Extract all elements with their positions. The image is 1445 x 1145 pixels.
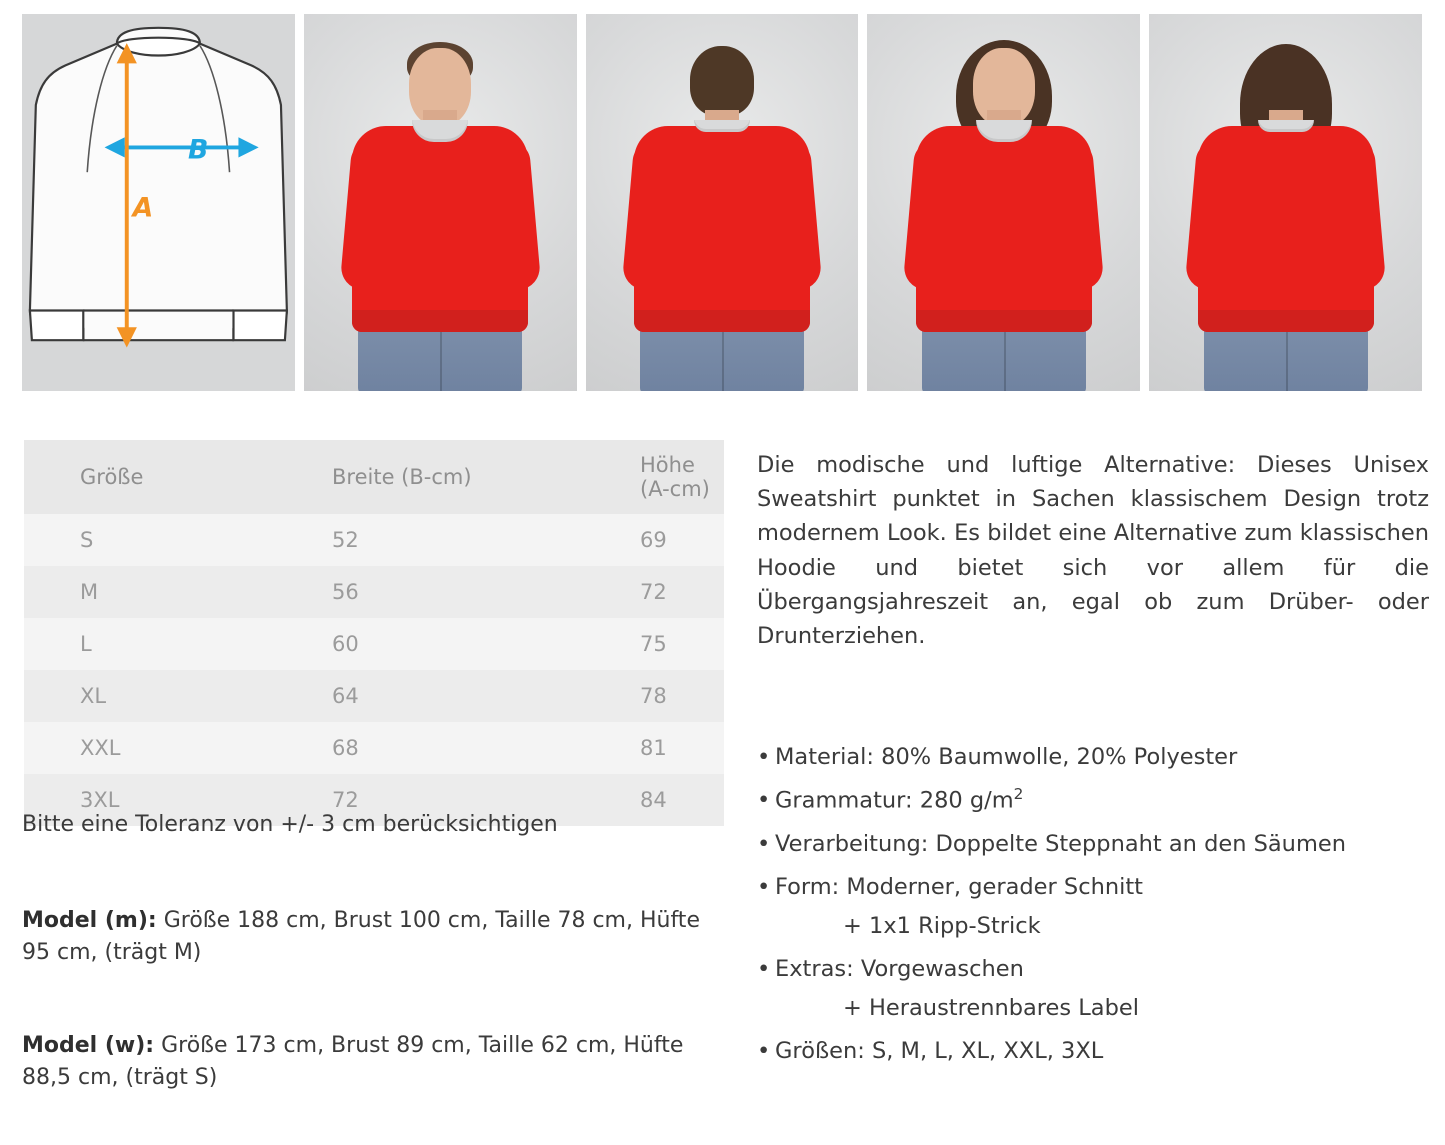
- sweatshirt-red: [916, 126, 1092, 332]
- label-b: B: [188, 134, 209, 166]
- bullet-icon: •: [757, 873, 771, 900]
- cell-size: S: [80, 528, 94, 552]
- tolerance-note: Bitte eine Toleranz von +/- 3 cm berücksichtigen: [22, 812, 558, 837]
- product-features-list: [757, 740, 1437, 1077]
- feature-subtext: + 1x1 Ripp-Strick: [843, 912, 1041, 939]
- cell-height: 84: [640, 788, 667, 812]
- feature-text: Material: 80% Baumwolle, 20% Polyester: [775, 744, 1238, 770]
- product-description: Die modische und luftige Alternative: Dieses Unisex Sweatshirt punktet in Sachen klassischem Design trotz modernem Look. Es bildet eine Alternative zum klassischen Hoodie und bietet sich vor allem für die Übergangsjahreszeit an, egal ob zum Drüber- oder Drunterziehen.: [757, 452, 1429, 649]
- model-female-label: Model (w):: [22, 1033, 155, 1058]
- cell-height: 78: [640, 684, 667, 708]
- feature-subtext: + Heraustrennbares Label: [843, 995, 1139, 1022]
- cell-height: 69: [640, 528, 667, 552]
- cell-height: 81: [640, 736, 667, 760]
- feature-text: [775, 783, 1023, 819]
- cell-size: M: [80, 580, 99, 604]
- list-item: [757, 827, 1437, 862]
- feature-text: Form: Moderner, gerader Schnitt: [775, 873, 1143, 900]
- feature-text: Extras: Vorgewaschen: [775, 955, 1024, 982]
- bullet-icon: •: [757, 830, 771, 857]
- cell-width: 72: [332, 788, 359, 812]
- cell-width: 56: [332, 580, 359, 604]
- model-female-front-photo[interactable]: [867, 14, 1140, 391]
- hair-back: [690, 46, 754, 116]
- sweatshirt-red: [634, 126, 810, 332]
- feature-superscript: 2: [1013, 785, 1024, 804]
- feature-text: Verarbeitung: Doppelte Steppnaht an den Säumen: [775, 830, 1346, 857]
- model-female-text: Größe 173 cm, Brust 89 cm, Taille 62 cm, Hüfte 88,5 cm, (trägt S): [22, 1033, 684, 1090]
- column-header-size: Größe: [80, 465, 144, 489]
- cell-size: L: [80, 632, 92, 656]
- column-header-width: Breite (B-cm): [332, 465, 472, 489]
- table-header-row: [24, 440, 724, 514]
- model-female-back-photo[interactable]: [1149, 14, 1422, 391]
- list-item: [757, 783, 1437, 819]
- table-row: [24, 722, 724, 774]
- cell-height: 75: [640, 632, 667, 656]
- model-female-info: [22, 1030, 722, 1094]
- list-item: [757, 870, 1437, 905]
- feature-text: Größen: S, M, L, XL, XXL, 3XL: [775, 1038, 1104, 1065]
- cell-width: 68: [332, 736, 359, 760]
- cell-width: 52: [332, 528, 359, 552]
- bullet-icon: •: [757, 787, 771, 814]
- column-header-height: Höhe (A-cm): [640, 453, 710, 501]
- table-row: [24, 618, 724, 670]
- size-chart-table: [24, 440, 724, 826]
- list-item: [757, 952, 1437, 987]
- bullet-icon: •: [757, 1038, 771, 1065]
- cell-size: XXL: [80, 736, 121, 760]
- table-row: [24, 514, 724, 566]
- cell-width: 60: [332, 632, 359, 656]
- measurement-diagram[interactable]: [22, 14, 295, 391]
- dimension-labels: [22, 14, 295, 387]
- table-row: [24, 670, 724, 722]
- sweatshirt-red: [1198, 126, 1374, 332]
- model-male-label: Model (m):: [22, 908, 157, 933]
- model-male-info: [22, 905, 722, 969]
- bullet-icon: •: [757, 744, 771, 770]
- bullet-icon: •: [757, 955, 771, 982]
- list-item: [757, 740, 1437, 775]
- product-image-gallery: [22, 14, 1422, 391]
- model-male-text: Größe 188 cm, Brust 100 cm, Taille 78 cm, Hüfte 95 cm, (trägt M): [22, 908, 700, 965]
- feature-text-main: Grammatur: 280 g/m: [775, 787, 1014, 814]
- table-row: [24, 566, 724, 618]
- list-item: [757, 1034, 1437, 1069]
- sweatshirt-red: [352, 126, 528, 332]
- cell-size: 3XL: [80, 788, 120, 812]
- model-male-back-photo[interactable]: [586, 14, 859, 391]
- label-a: A: [132, 192, 154, 224]
- cell-width: 64: [332, 684, 359, 708]
- cell-height: 72: [640, 580, 667, 604]
- model-male-front-photo[interactable]: [304, 14, 577, 391]
- cell-size: XL: [80, 684, 107, 708]
